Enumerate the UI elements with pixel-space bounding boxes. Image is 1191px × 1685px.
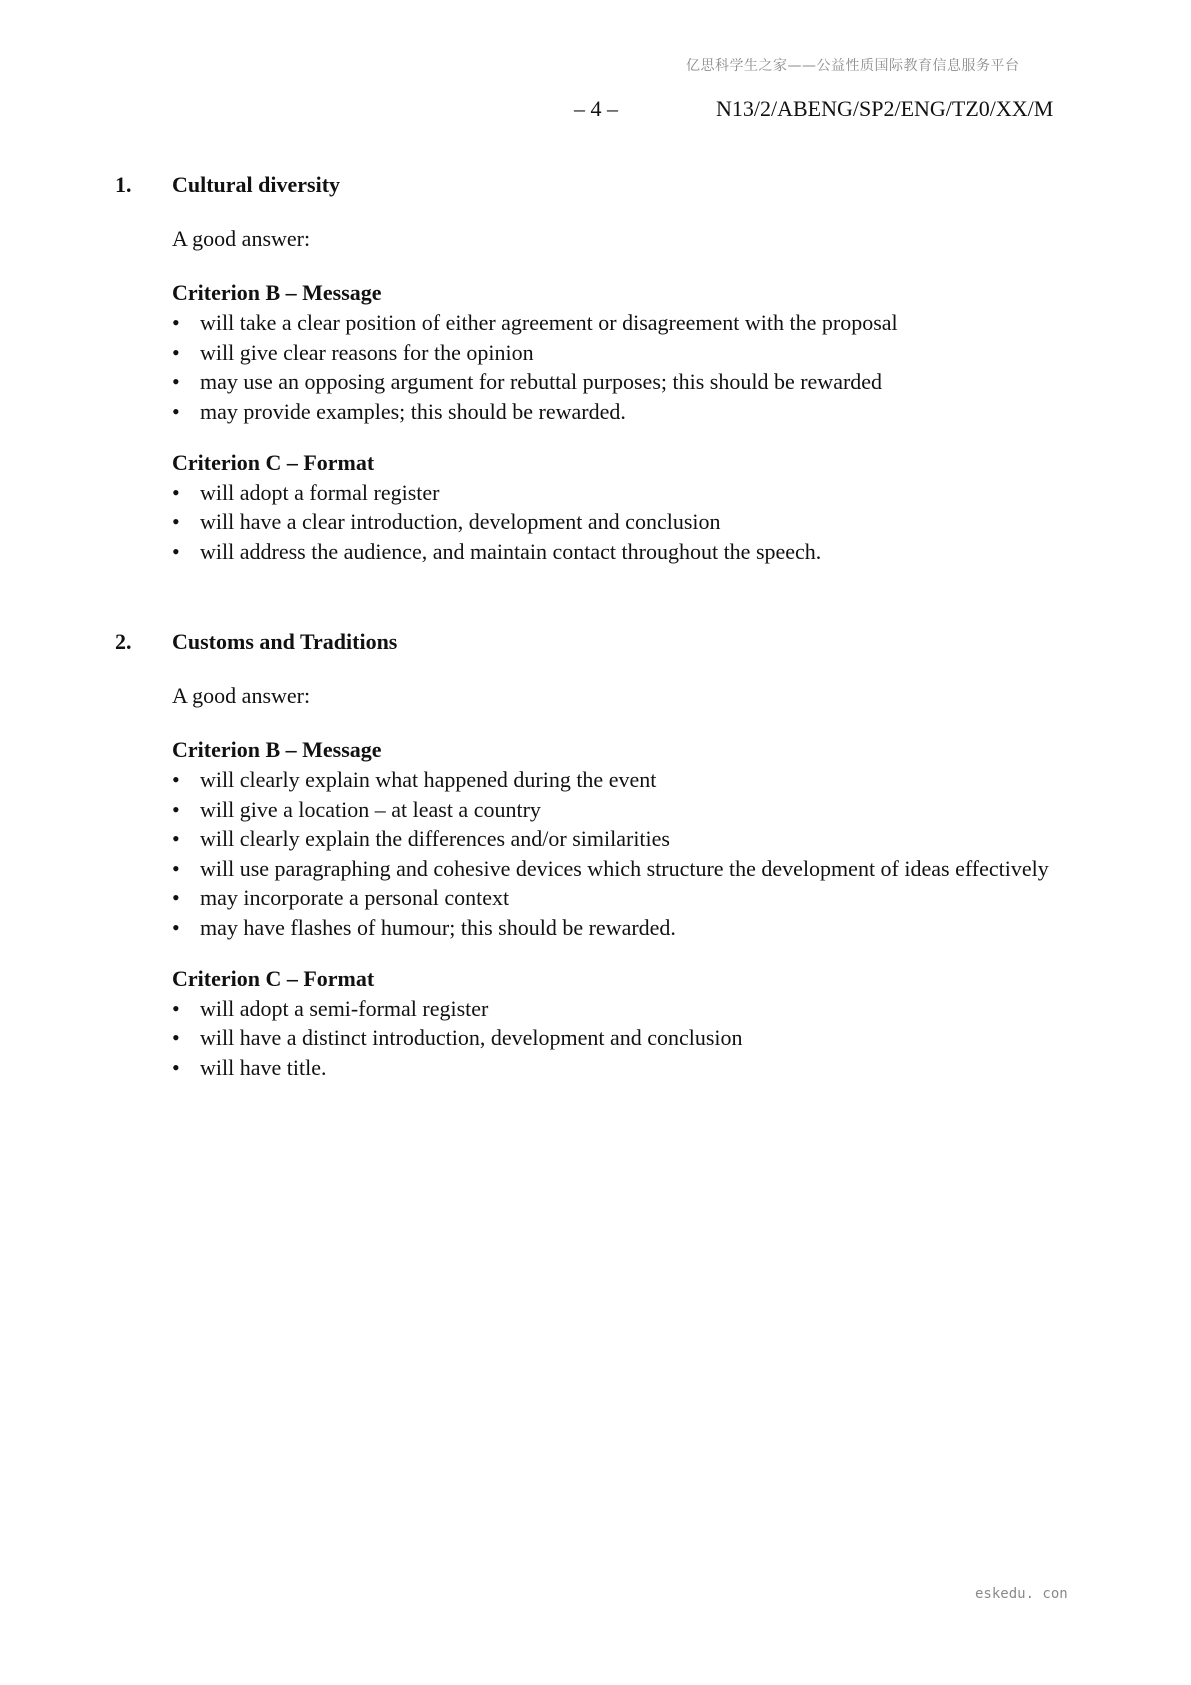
bullet-icon: •	[172, 767, 180, 792]
bullet-icon: •	[172, 509, 180, 534]
criterion-b-message	[172, 279, 1085, 425]
list-item: • will give clear reasons for the opinion	[172, 339, 534, 365]
criterion-list	[172, 766, 1085, 941]
bullet-icon: •	[172, 310, 180, 335]
criterion-list	[172, 995, 1085, 1081]
list-item: • may incorporate a personal context	[172, 885, 510, 910]
criterion-c-format	[172, 965, 1085, 1081]
criterion-list	[172, 479, 1085, 565]
criterion-title: Criterion B – Message	[172, 737, 382, 762]
page-number: – 4 –	[574, 96, 618, 121]
document-code: N13/2/ABENG/SP2/ENG/TZ0/XX/M	[716, 96, 1054, 121]
section-heading	[115, 626, 1085, 658]
list-item: • will have a distinct introduction, development and conclusion	[172, 1025, 743, 1050]
bullet-icon: •	[172, 855, 180, 881]
section-title: Customs and Traditions	[172, 629, 398, 654]
watermark-top: 亿思科学生之家——公益性质国际教育信息服务平台	[686, 58, 1020, 74]
bullet-icon: •	[172, 914, 180, 940]
criterion-list	[172, 309, 1085, 425]
section-number: 2.	[115, 629, 132, 654]
section-customs-and-traditions	[115, 626, 1085, 1083]
section-intro: A good answer:	[172, 683, 311, 708]
criterion-c-format	[172, 449, 1085, 565]
list-item: • will use paragraphing and cohesive devices which structure the development of ideas effectively	[172, 855, 1049, 881]
bullet-icon: •	[172, 1054, 180, 1080]
list-item: • may provide examples; this should be rewarded.	[172, 398, 626, 424]
bullet-icon: •	[172, 538, 180, 564]
criterion-b-message	[172, 736, 1085, 941]
criterion-title: Criterion C – Format	[172, 965, 375, 991]
bullet-icon: •	[172, 796, 180, 822]
list-item: • will give a location – at least a country	[172, 796, 541, 822]
bullet-icon: •	[172, 339, 180, 365]
bullet-icon: •	[172, 479, 180, 505]
bullet-icon: •	[172, 369, 180, 394]
list-item: • will clearly explain what happened during the event	[172, 767, 657, 792]
section-intro: A good answer:	[172, 226, 311, 251]
bullet-icon: •	[172, 1025, 180, 1050]
bullet-icon: •	[172, 398, 180, 424]
list-item: • will address the audience, and maintain contact throughout the speech.	[172, 538, 822, 564]
bullet-icon: •	[172, 995, 180, 1021]
section-title: Cultural diversity	[172, 172, 341, 197]
section-number: 1.	[115, 172, 132, 197]
watermark-bottom: eskedu. con	[975, 1586, 1068, 1602]
bullet-icon: •	[172, 826, 180, 851]
bullet-icon: •	[172, 885, 180, 910]
list-item: • may have flashes of humour; this should be rewarded.	[172, 914, 676, 940]
list-item: • will adopt a formal register	[172, 479, 440, 505]
section-cultural-diversity	[115, 169, 1085, 567]
list-item: • will have title.	[172, 1054, 327, 1080]
criterion-title: Criterion B – Message	[172, 280, 382, 305]
list-item: • will clearly explain the differences and/or similarities	[172, 826, 670, 851]
list-item: • will adopt a semi-formal register	[172, 995, 489, 1021]
section-heading	[115, 169, 1085, 201]
criterion-title: Criterion C – Format	[172, 449, 375, 475]
list-item: • will have a clear introduction, development and conclusion	[172, 509, 721, 534]
list-item: • may use an opposing argument for rebuttal purposes; this should be rewarded	[172, 369, 883, 394]
list-item: • will take a clear position of either agreement or disagreement with the proposal	[172, 310, 898, 335]
